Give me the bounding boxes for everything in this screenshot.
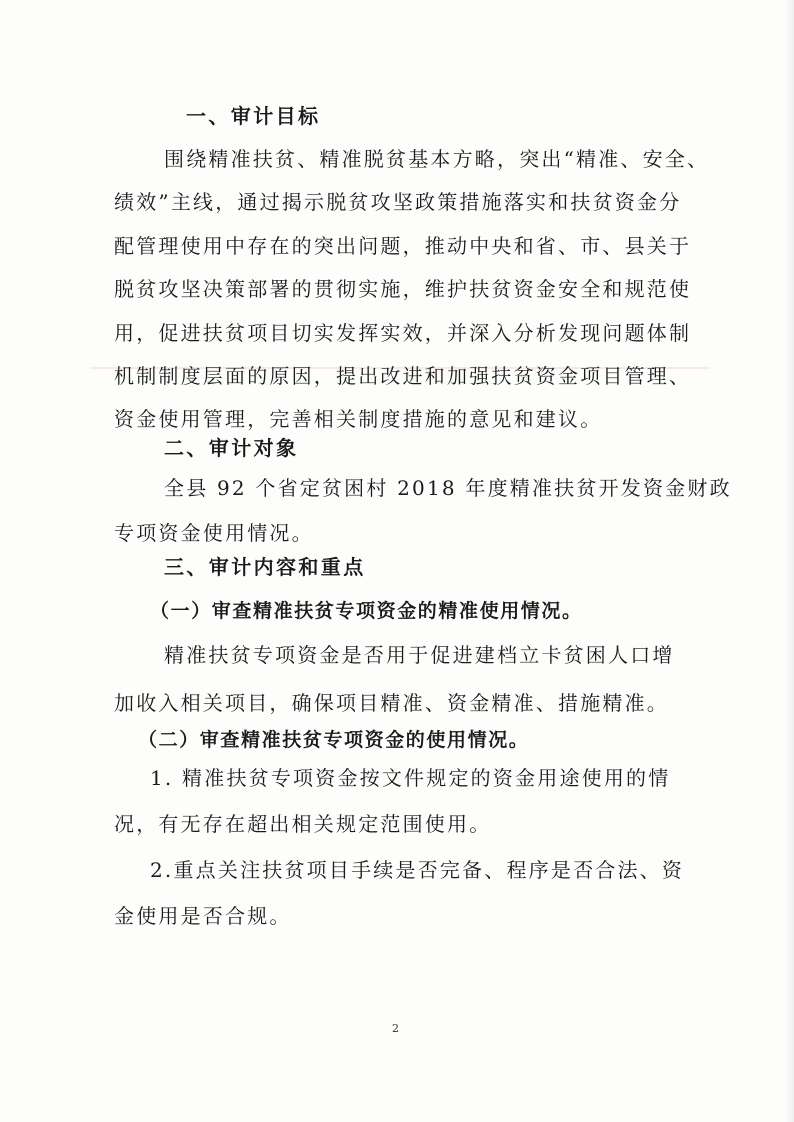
subsection-heading-precise-use: （一）审查精准扶贫专项资金的精准使用情况。 <box>150 600 583 622</box>
paragraph-line: 专项资金使用情况。 <box>114 521 314 545</box>
paragraph-line: 精准扶贫专项资金是否用于促进建档立卡贫困人口增 <box>164 643 675 667</box>
paragraph-line: 机制制度层面的原因，提出改进和加强扶贫资金项目管理、 <box>114 364 692 388</box>
page-number: 2 <box>392 1022 399 1035</box>
section-heading-audit-object: 二、审计对象 <box>164 436 299 460</box>
list-item-line: 2.重点关注扶贫项目手续是否完备、程序是否合法、资 <box>150 858 685 882</box>
subsection-heading-fund-use: （二）审查精准扶贫专项资金的使用情况。 <box>138 729 530 751</box>
paragraph-line: 用，促进扶贫项目切实发挥实效，并深入分析发现问题体制 <box>114 321 692 345</box>
paragraph-line: 围绕精准扶贫、精准脱贫基本方略，突出“精准、安全、 <box>164 147 710 171</box>
section-heading-audit-content: 三、审计内容和重点 <box>164 555 366 579</box>
scan-edge-shadow <box>786 0 794 1122</box>
paragraph-line: 资金使用管理，完善相关制度措施的意见和建议。 <box>114 407 603 431</box>
list-item-line: 况，有无存在超出相关规定范围使用。 <box>114 812 492 836</box>
paragraph-line: 配管理使用中存在的突出问题，推动中央和省、市、县关于 <box>114 234 692 258</box>
list-item-line: 1. 精准扶贫专项资金按文件规定的资金用途使用的情 <box>150 766 671 790</box>
paragraph-line: 脱贫攻坚决策部署的贯彻实施，维护扶贫资金安全和规范使 <box>114 277 692 301</box>
paragraph-line: 全县 92 个省定贫困村 2018 年度精准扶贫开发资金财政 <box>164 476 732 500</box>
section-heading-audit-goal: 一、审计目标 <box>186 104 321 128</box>
list-item-line: 金使用是否合规。 <box>114 904 292 928</box>
paragraph-line: 加收入相关项目，确保项目精准、资金精准、措施精准。 <box>114 691 669 715</box>
paragraph-line: 绩效”主线，通过揭示脱贫攻坚政策措施落实和扶贫资金分 <box>114 190 682 214</box>
